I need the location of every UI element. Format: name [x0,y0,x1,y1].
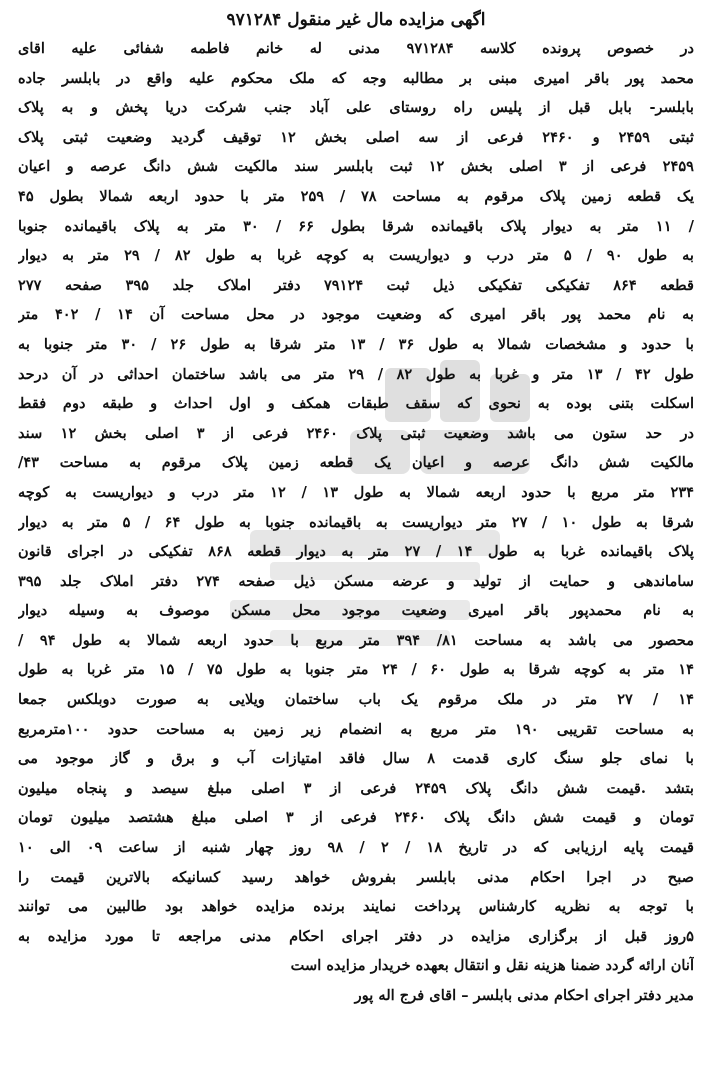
notice-line: صبح در اجرا احکام مدنی بابلسر بفروش خواهد رسید کسانیکه بالاترین قیمت را [18,868,694,886]
notice-line: به طول ۹۰ / ۵ متر درب و دیواریست به کوچه غربا به طول ۸۲ / ۲۹ متر به دیوار [18,247,694,265]
notice-signature: مدیر دفتر اجرای احکام مدنی بابلسر – اقای فرج اله پور [354,987,694,1004]
notice-line: ۲۳۴ متر مربع با حدود اربعه شمالا به طول ۱۳ / ۱۲ متر درب و دیواریست به کوچه [18,483,694,501]
notice-line: در حد ستون می باشد وضعیت ثبتی پلاک ۲۴۶۰ فرعی از ۳ اصلی بخش ۱۲ سند [18,424,694,442]
notice-line: در خصوص پرونده کلاسه ۹۷۱۲۸۴ مدنی له خانم فاطمه شفائی علیه اقای [18,40,694,57]
notice-line: پلاک باقیمانده غربا به طول ۱۴ / ۲۷ متر به دیوار قطعه ۸۶۸ تفکیکی در اجرای قانون [18,543,694,561]
notice-line: بابلسر- بابل قبل از پلیس راه روستای علی آباد جنب شرکت دریا پخش و به پلاک [18,99,694,117]
notice-line: شرقا به طول ۱۰ / ۲۷ متر دیواریست به باقیمانده جنوبا به طول ۶۴ / ۵ متر به دیوار [18,513,694,531]
notice-line: طول ۴۲ / ۱۳ متر و غربا به طول ۸۲ / ۲۹ متر می باشد ساختمان احداثی در آن درحد [18,365,694,383]
notice-line: ۱۴ متر به کوچه شرقا به طول ۶۰ / ۲۴ متر جنوبا به طول ۷۵ / ۱۵ متر غربا به طول [18,661,694,679]
notice-line: مالکیت شش دانگ عرصه و اعیان یک قطعه زمین پلاک مرقوم به مساحت ۴۳/ [18,454,694,472]
notice-body [18,34,694,981]
notice-line: ۲۴۵۹ فرعی از ۳ اصلی بخش ۱۲ ثبت بابلسر سند مالکیت شش دانگ عرصه و اعیان [18,158,694,176]
notice-line: با نمای جلو سنگ کاری قدمت ۸ سال فاقد امتیازات آب و برق و گاز موجود می [18,750,694,768]
notice-title: اگهی مزایده مال غیر منقول ۹۷۱۲۸۴ [226,10,486,30]
notice-line: با توجه به نظریه کارشناس پرداخت نمایند برنده مزایده خواهد بود طالبین می توانند [18,898,694,916]
notice-line: بتشد .قیمت شش دانگ پلاک ۲۴۵۹ فرعی از ۳ اصلی مبلغ سیصد و پنجاه میلیون [18,779,694,797]
notice-line: به مساحت تقریبی ۱۹۰ متر مربع به انضمام زیر زمین به مساحت حدود ۱۰۰مترمربع [18,720,694,738]
notice-line: به نام محمدپور باقر امیری وضعیت موجود محل مسکن موصوف به وسیله دیوار [18,602,694,620]
notice-line: آنان ارائه گردد ضمنا هزینه نقل و انتقال بعهده خریدار مزایده است [290,957,694,975]
notice-line: تومان و قیمت شش دانگ پلاک ۲۴۶۰ فرعی از ۳ اصلی مبلغ هشتصد میلیون تومان [18,809,694,827]
notice-line: ثبتی ۲۴۵۹ و ۲۴۶۰ فرعی از سه اصلی بخش ۱۲ توقیف گردید وضعیت ثبتی پلاک [18,128,694,146]
notice-line: یک قطعه زمین پلاک مرقوم به مساحت ۷۸ / ۲۵۹ متر با حدود اربعه شمالا بطول ۴۵ [18,187,694,205]
notice-line: محمد پور باقر امیری مبنی بر مطالبه وجه که ملک محکوم علیه واقع در بابلسر جاده [18,69,694,87]
notice-line: / ۱۱ متر به دیوار پلاک باقیمانده شرقا بطول ۶۶ / ۳۰ متر به پلاک باقیمانده جنوبا [18,217,694,235]
notice-line: اسکلت بتنی بوده به نحوی که سقف طبقات همکف و اول احداث و طبقه دوم فقط [18,395,694,413]
notice-line: ۱۴ / ۲۷ متر در ملک مرقوم یک باب ساختمان ویلایی به صورت دوبلکس جمعا [18,691,694,709]
notice-line: قیمت پایه ارزیابی که در تاریخ ۱۸ / ۲ / ۹۸ روز چهار شنبه از ساعت ۰۹ الی ۱۰ [18,839,694,857]
notice-line: ۵روز قبل از برگزاری مزایده در دفتر اجرای احکام مدنی مراجعه تا مورد مزایده به [18,927,694,945]
notice-line: با حدود و مشخصات شمالا به طول ۳۶ / ۱۳ متر شرقا به طول ۲۶ / ۳۰ متر جنوبا به [18,335,694,353]
notice-line: قطعه ۸۶۴ تفکیکی تفکیکی ذیل ثبت ۷۹۱۲۴ دفتر املاک جلد ۳۹۵ صفحه ۲۷۷ [18,276,694,294]
notice-line: محصور می باشد به مساحت ۸۱/ ۳۹۴ متر مربع با حدود اربعه شمالا به طول ۹۴ / [18,631,694,649]
auction-notice [18,6,694,1011]
notice-line: ساماندهی و حمایت از تولید و عرضه مسکن ذیل صفحه ۲۷۴ دفتر املاک جلد ۳۹۵ [18,572,694,590]
notice-line: به نام محمد پور باقر امیری که وضعیت موجود در محل مساحت آن ۱۴ / ۴۰۲ متر [18,306,694,324]
